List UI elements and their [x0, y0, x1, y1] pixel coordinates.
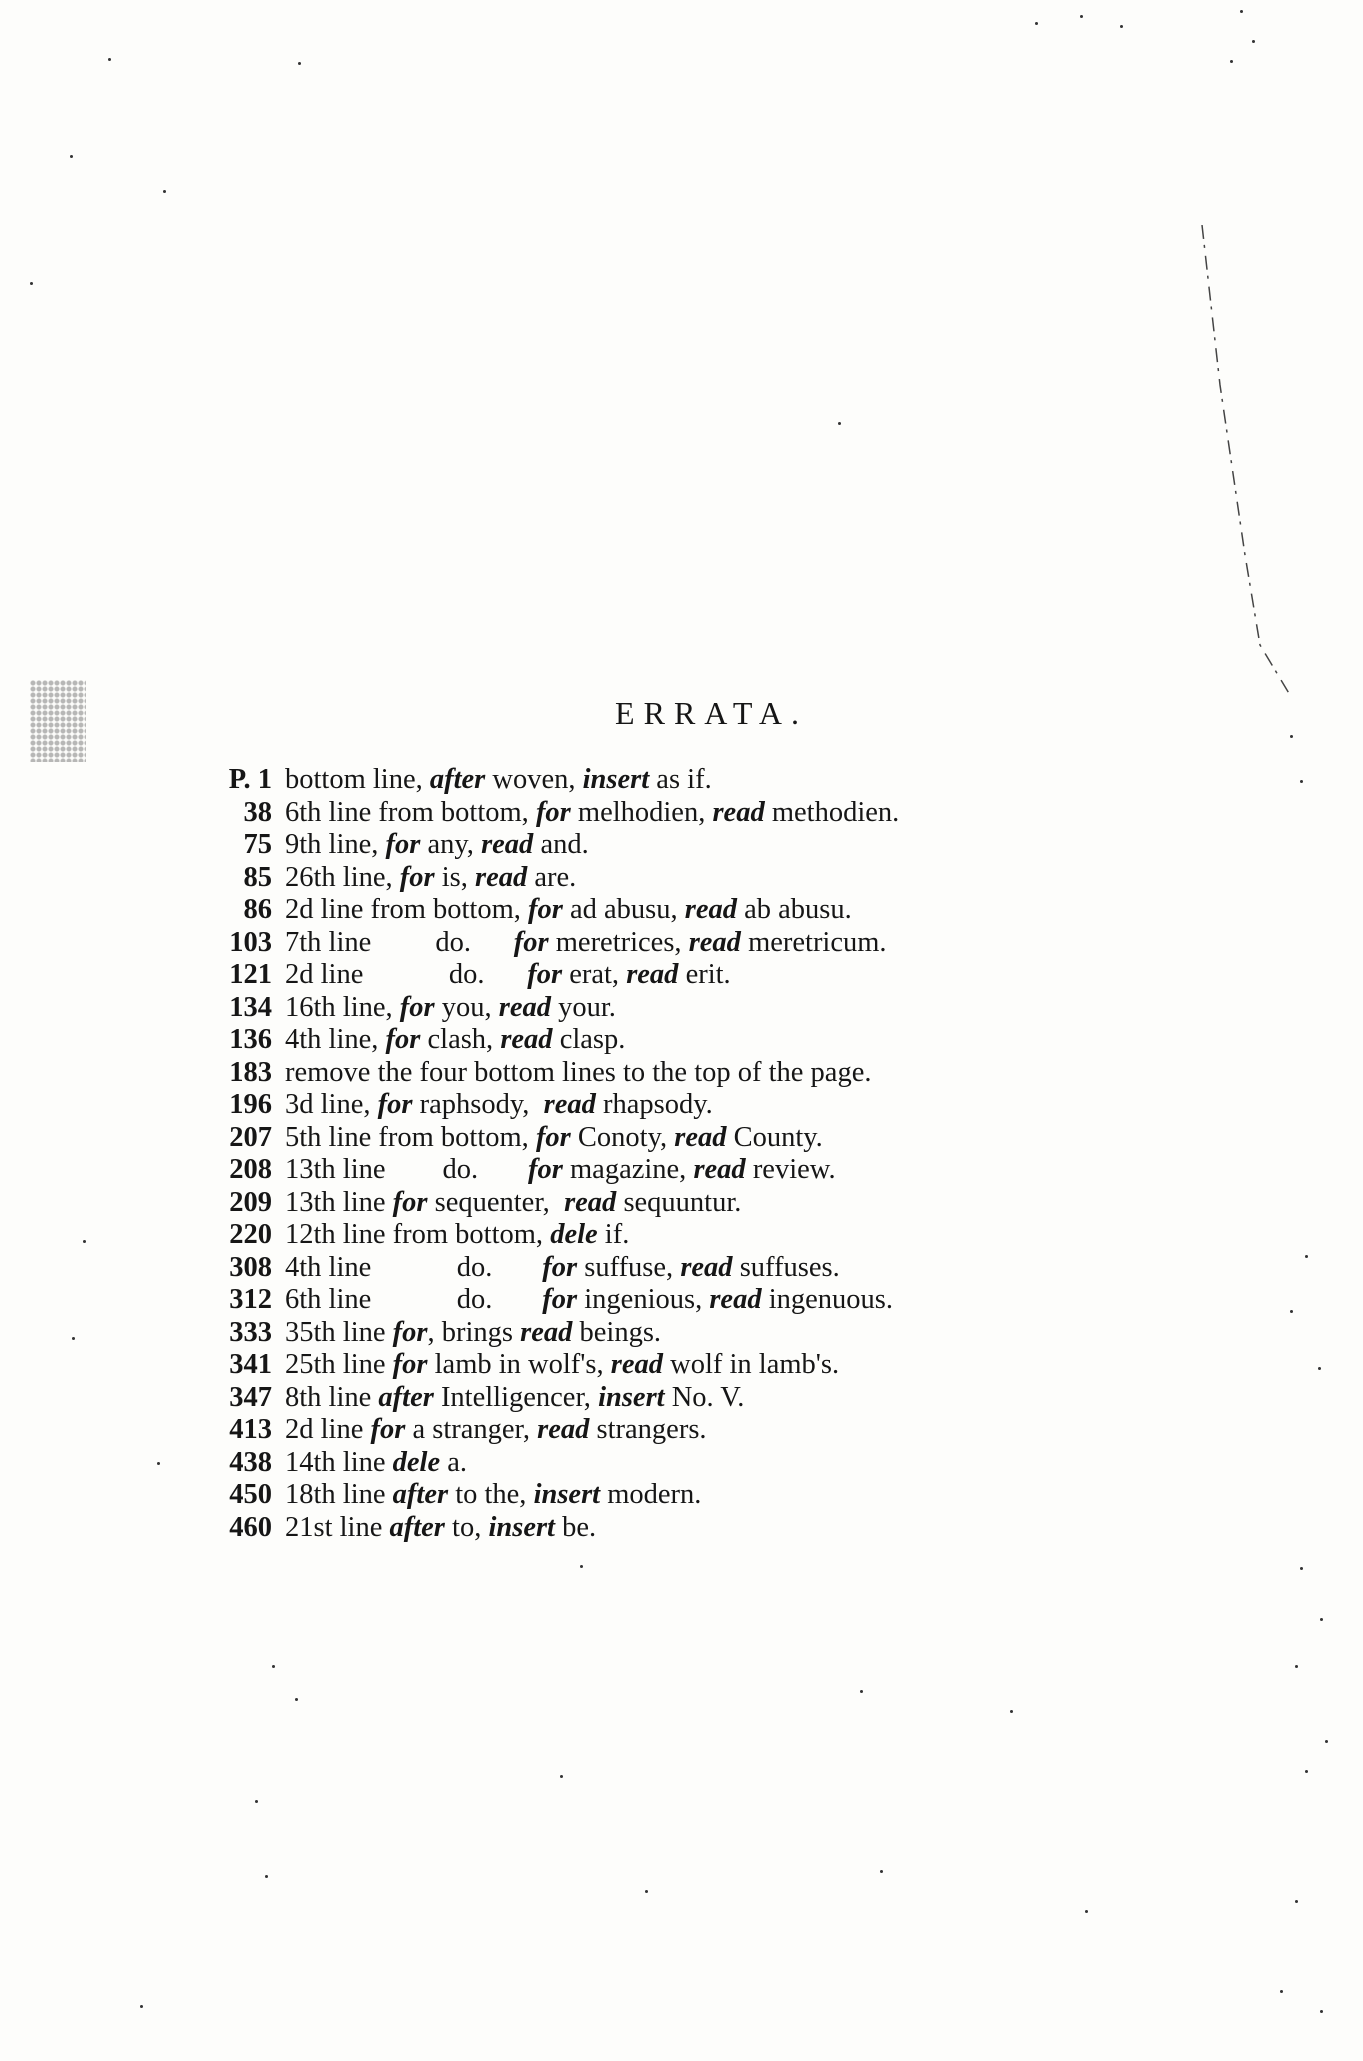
scan-speck: [72, 1337, 75, 1340]
errata-entry: [190, 1349, 1190, 1382]
errata-entry: [190, 1284, 1190, 1317]
scan-speck: [1280, 1990, 1283, 1993]
scan-speck: [1010, 1710, 1013, 1713]
errata-correction: 5th line from bottom, for Conoty, read County.: [285, 1121, 823, 1153]
errata-correction: 13th line do. for magazine, read review.: [285, 1154, 836, 1185]
errata-page-number: 121: [229, 959, 272, 990]
scan-speck: [560, 1775, 563, 1778]
scan-speck: [1320, 1618, 1323, 1621]
errata-entry: [190, 992, 1190, 1025]
scan-speck: [1080, 15, 1083, 18]
errata-page-number: P. 1: [228, 764, 272, 795]
errata-entry: [190, 1447, 1190, 1480]
errata-correction: 21st line after to, insert be.: [285, 1511, 597, 1543]
scan-speck: [140, 2005, 143, 2008]
errata-entry: [190, 1219, 1190, 1252]
scan-speck: [1290, 1310, 1293, 1313]
errata-page-number: 438: [229, 1446, 272, 1478]
scan-speck: [860, 1690, 863, 1693]
scan-speck: [30, 282, 33, 285]
scan-speck: [265, 1875, 268, 1878]
scan-speck: [1320, 2010, 1323, 2013]
errata-entry: [190, 1382, 1190, 1415]
scan-speck: [1085, 1910, 1088, 1913]
scan-speck: [70, 155, 73, 158]
scan-speck: [1240, 10, 1243, 13]
errata-title: ERRATA.: [615, 695, 808, 731]
errata-list: [190, 764, 1190, 1544]
errata-entry: [190, 1154, 1190, 1187]
errata-page-number: 347: [229, 1381, 272, 1413]
errata-page-number: 136: [229, 1024, 272, 1055]
errata-correction: remove the four bottom lines to the top of the page.: [285, 1056, 872, 1088]
errata-correction: 12th line from bottom, dele if.: [285, 1219, 630, 1250]
errata-page-number: 413: [229, 1414, 272, 1445]
scan-speck: [1300, 1567, 1303, 1570]
errata-entry: [190, 1512, 1190, 1545]
scan-speck: [163, 190, 166, 193]
scan-speck: [645, 1890, 648, 1893]
errata-page-number: 183: [229, 1056, 272, 1088]
errata-entry: [190, 1089, 1190, 1122]
errata-page-number: 85: [243, 861, 272, 893]
errata-page-number: 220: [229, 1219, 272, 1250]
scan-speck: [1230, 60, 1233, 63]
scan-speck: [1120, 25, 1123, 28]
scan-speck: [1300, 780, 1303, 783]
errata-correction: 9th line, for any, read and.: [285, 829, 589, 860]
errata-entry: [190, 1057, 1190, 1090]
errata-page-number: 208: [229, 1154, 272, 1185]
errata-page-number: 38: [243, 796, 272, 828]
page-edge-crease: [1200, 225, 1300, 695]
scan-speck: [1295, 1665, 1298, 1668]
errata-entry: [190, 1187, 1190, 1220]
errata-page-number: 312: [229, 1284, 272, 1315]
errata-entry: [190, 797, 1190, 830]
scan-speck: [838, 422, 841, 425]
errata-correction: 35th line for, brings read beings.: [285, 1316, 662, 1348]
errata-correction: 6th line from bottom, for melhodien, read methodien.: [285, 796, 900, 828]
scan-speck: [1325, 1740, 1328, 1743]
errata-entry: [190, 1252, 1190, 1285]
errata-page-number: 134: [229, 991, 272, 1023]
errata-correction: bottom line, after woven, insert as if.: [285, 764, 712, 795]
errata-entry: [190, 829, 1190, 862]
errata-entry: [190, 1414, 1190, 1447]
errata-correction: 25th line for lamb in wolf's, read wolf in lamb's.: [285, 1349, 840, 1380]
errata-correction: 2d line for a stranger, read strangers.: [285, 1414, 707, 1445]
scan-speck: [1290, 735, 1293, 738]
errata-page-number: 86: [243, 894, 272, 925]
scan-speck: [1305, 1770, 1308, 1773]
errata-page-number: 341: [229, 1349, 272, 1380]
errata-correction: 16th line, for you, read your.: [285, 991, 616, 1023]
scan-speck: [1035, 22, 1038, 25]
scan-speck: [1252, 40, 1255, 43]
errata-entry: [190, 1317, 1190, 1350]
scan-speck: [580, 1565, 583, 1568]
errata-page-number: 209: [229, 1186, 272, 1218]
errata-page-number: 333: [229, 1316, 272, 1348]
errata-page-number: 207: [229, 1121, 272, 1153]
errata-page-number: 450: [229, 1479, 272, 1510]
errata-correction: 2d line from bottom, for ad abusu, read ab abusu.: [285, 894, 852, 925]
errata-entry: [190, 862, 1190, 895]
scan-speck: [83, 1240, 86, 1243]
errata-page-number: 460: [229, 1511, 272, 1543]
scan-speck: [157, 1462, 160, 1465]
errata-entry: [190, 927, 1190, 960]
scan-speck: [1305, 1255, 1308, 1258]
scan-speck: [1295, 1900, 1298, 1903]
errata-correction: 13th line for sequenter, read sequuntur.: [285, 1186, 742, 1218]
errata-correction: 26th line, for is, read are.: [285, 861, 577, 893]
errata-page-number: 308: [229, 1251, 272, 1283]
errata-correction: 4th line do. for suffuse, read suffuses.: [285, 1251, 840, 1283]
errata-page-number: 75: [243, 829, 272, 860]
scan-speck: [880, 1870, 883, 1873]
errata-correction: 14th line dele a.: [285, 1446, 468, 1478]
scan-speck: [298, 62, 301, 65]
errata-entry: [190, 894, 1190, 927]
errata-correction: 8th line after Intelligencer, insert No. V.: [285, 1381, 745, 1413]
scan-speck: [295, 1698, 298, 1701]
errata-entry: [190, 1122, 1190, 1155]
errata-correction: 2d line do. for erat, read erit.: [285, 959, 731, 990]
errata-entry: [190, 959, 1190, 992]
scan-speck: [108, 58, 111, 61]
scan-speck: [255, 1800, 258, 1803]
errata-correction: 18th line after to the, insert modern.: [285, 1479, 702, 1510]
errata-page-number: 103: [229, 926, 272, 958]
errata-correction: 3d line, for raphsody, read rhapsody.: [285, 1089, 713, 1120]
errata-entry: [190, 1024, 1190, 1057]
errata-entry: [190, 764, 1190, 797]
errata-page-number: 196: [229, 1089, 272, 1120]
errata-correction: 6th line do. for ingenious, read ingenuous.: [285, 1284, 893, 1315]
errata-correction: 4th line, for clash, read clasp.: [285, 1024, 626, 1055]
errata-entry: [190, 1479, 1190, 1512]
scan-speck: [272, 1665, 275, 1668]
scan-speck: [1318, 1367, 1321, 1370]
errata-correction: 7th line do. for meretrices, read meretricum.: [285, 926, 887, 958]
